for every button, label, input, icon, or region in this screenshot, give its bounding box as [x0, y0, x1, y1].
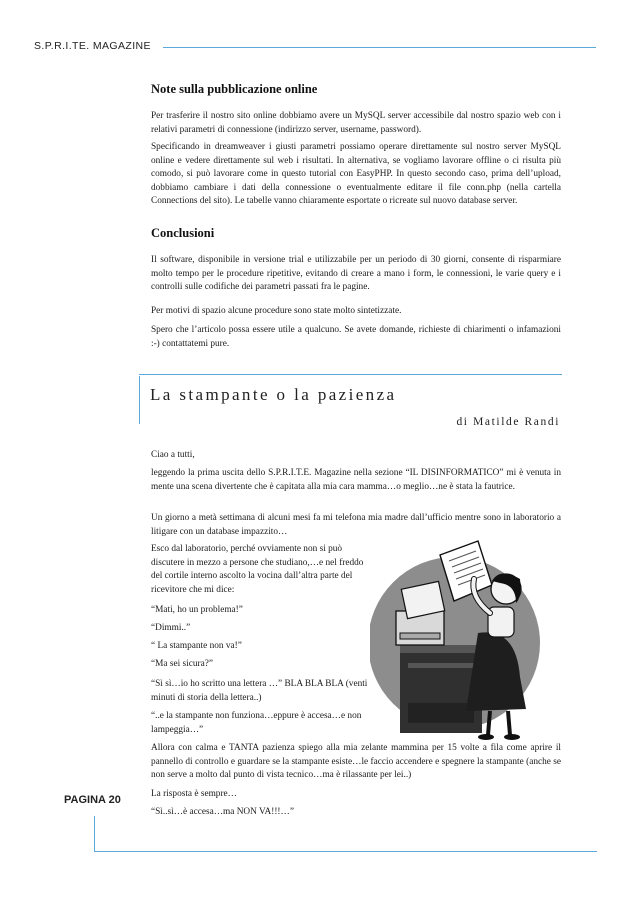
dialogue-line: “Sì..sì…è accesa…ma NON VA!!!…” — [151, 807, 294, 817]
dialogue-line: “Dimmi..” — [151, 623, 191, 633]
dialogue-line: “Ma sei sicura?” — [151, 659, 213, 669]
paragraph: Specificando in dreamweaver i giusti parametri possiamo operare direttamente sul nostro server MySQL online e vedere direttamente sul web i risultati. In alternativa, se vogliamo lavorare offline o ci risulta più comodo, si può lavorare come in questo tutorial con EasyPHP. In questo secondo caso, prima dell’upload, dobbiamo cambiare i dati della connessione o eventualmente editare il file conn.php (nella cartella Connections del sito). Le tabelle vanno chiaramente esportate o ricreate sul nuovo database server. — [151, 142, 561, 207]
paragraph: Per motivi di spazio alcune procedure sono state molto sintetizzate. — [151, 306, 402, 316]
section-title-conclusions: Conclusioni — [151, 226, 215, 240]
article-rule-left — [139, 376, 140, 424]
dialogue-line: “Mati, ho un problema!” — [151, 605, 243, 615]
dialogue-line: “..e la stampante non funziona…eppure è accesa…e non lampeggia…” — [151, 711, 362, 735]
paragraph: Esco dal laboratorio, perché ovviamente non si può discutere in mezzo a persone che studiano,…e nel freddo del cortile interno ascolto la vocina dall’altra parte del ricevitore che mi dice: — [151, 544, 364, 595]
paragraph: Per trasferire il nostro sito online dobbiamo avere un MySQL server accessibile dal nostro spazio web con i relativi parametri di connessione (indirizzo server, username, password). — [151, 111, 561, 135]
article-title: La stampante o la pazienza — [150, 385, 397, 404]
section-title-online-publication: Note sulla pubblicazione online — [151, 82, 318, 96]
article-rule-top — [139, 374, 562, 375]
article-byline: di Matilde Randi — [456, 416, 560, 428]
paragraph: Spero che l’articolo possa essere utile a qualcuno. Se avete domande, richieste di chiarimenti o infamazioni :-) contattatemi pure. — [151, 325, 561, 349]
section-conclusions — [151, 226, 561, 241]
paragraph: Ciao a tutti, — [151, 450, 195, 460]
footer-rule-left — [94, 816, 95, 852]
dialogue-line: “Sì sì…io ho scritto una lettera …” BLA BLA BLA (venti minuti di storia della lettera..) — [151, 679, 368, 703]
section-online-publication — [151, 82, 561, 97]
paragraph: leggendo la prima uscita dello S.P.R.I.T.E. Magazine nella sezione “IL DISINFORMATICO” mi è venuta in mente una scena divertente che è capitata alla mia cara mamma…o meglio…ne è stata la fautrice. — [151, 468, 561, 492]
paragraph: Il software, disponibile in versione trial e utilizzabile per un periodo di 30 giorni, consente di risparmiare molto tempo per le procedure ripetitive, evitando di creare a mano i form, le connessioni, le varie query e i controlli sulle codifiche dei parametri passati fra le pagine. — [151, 255, 561, 293]
paragraph: La risposta è sempre… — [151, 789, 237, 799]
footer-rule-bottom — [94, 851, 597, 852]
paragraph: Allora con calma e TANTA pazienza spiego alla mia zelante mammina per 15 volte a fila come aprire il pannello di controllo e guardare se la stampante esiste…le faccio accendere e spegnere la stampante (anche se non serve a molto dal punto di vista tecnico…ma è rilassante per lei..) — [151, 743, 561, 781]
magazine-masthead: S.P.R.I.TE. MAGAZINE — [34, 40, 151, 52]
dialogue-line: “ La stampante non va!” — [151, 641, 242, 651]
paragraph: Un giorno a metà settimana di alcuni mesi fa mi telefona mia madre dall’ufficio mentre sono in laboratorio a litigare con un database impazzito… — [151, 513, 561, 537]
page-number: PAGINA 20 — [64, 794, 121, 806]
printer-woman-illustration — [370, 527, 542, 743]
header-rule — [163, 47, 596, 48]
